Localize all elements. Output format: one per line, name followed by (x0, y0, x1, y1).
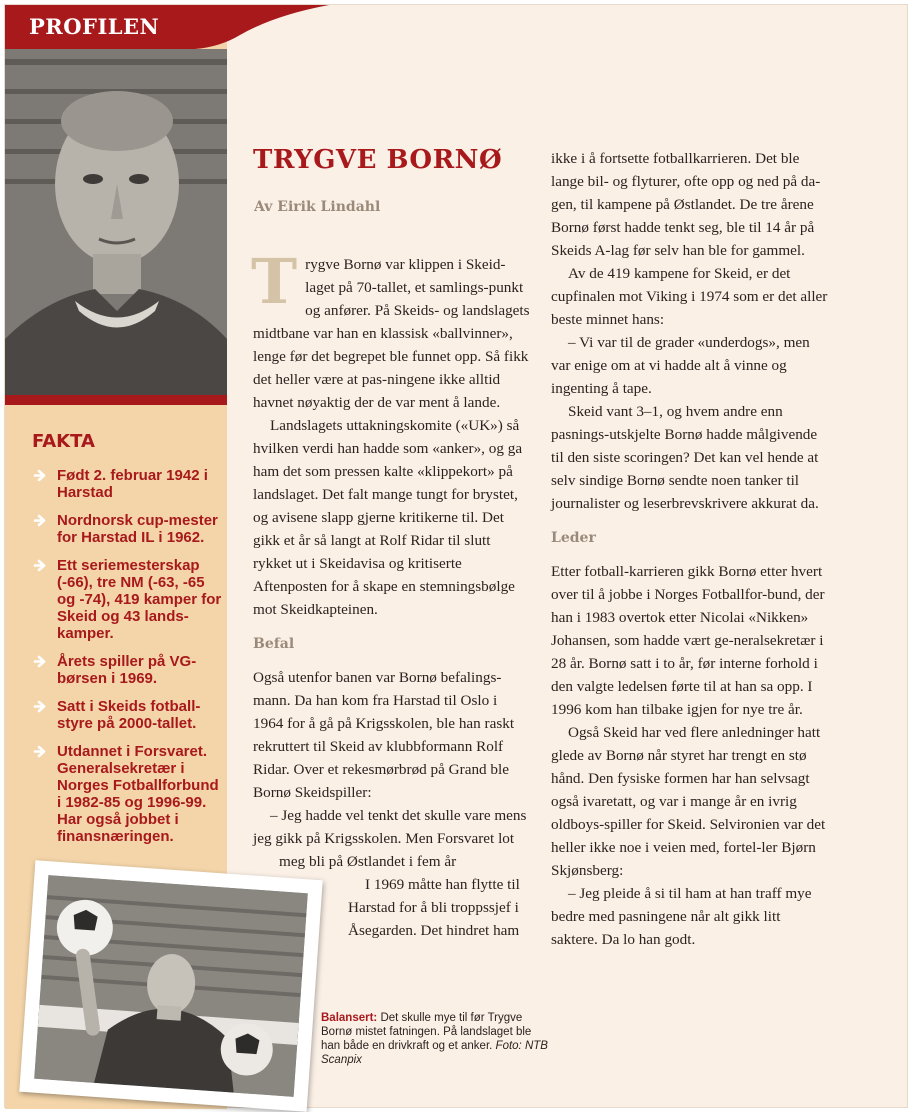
fakta-item: Utdannet i Forsvaret. Generalsekretær i Norges Fotballforbund i 1982-85 og 1996-99. Har også jobbet i finansnæringen. (33, 743, 225, 845)
article-byline: Av Eirik Lindahl (254, 199, 381, 215)
fakta-item: Født 2. februar 1942 i Harstad (33, 467, 225, 501)
quote-paragraph: – Vi var til de grader «underdogs», men var enige om at vi hadde alt å vinne og ingenting å tape. (551, 334, 810, 397)
action-photo (34, 875, 308, 1097)
subheading-leder: Leder (551, 530, 596, 546)
portrait-photo (5, 49, 227, 395)
arrow-right-icon (33, 467, 47, 484)
fakta-list (33, 467, 225, 856)
arrow-right-icon (33, 698, 47, 715)
drop-cap: T (251, 245, 298, 318)
action-photo-card (19, 860, 322, 1112)
quote-paragraph-tail: meg bli på Østlandet i fem år (279, 853, 457, 870)
body-paragraph: Landslagets uttakningskomite («UK») så hvilken verdi han hadde som «anker», og ga ham det som pressen kalte «klippekort» på landslaget. Det falt mange tungt for brystet, og avisene slapp gjerne kritikerne til. Det gikk et år så langt at Rolf Ridar til slutt rykket ut i Skeidavisa og kritiserte Aftenposten for å skape en stemningsbølge mot Skeidkapteinen. (253, 417, 523, 618)
magazine-page (4, 4, 908, 1108)
portrait-divider (5, 395, 227, 405)
fakta-item: Satt i Skeids fotball-styre på 2000-tallet. (33, 698, 225, 732)
body-paragraph: Av de 419 kampene for Skeid, er det cupfinalen mot Viking i 1974 som er det aller beste minnet hans: (551, 265, 828, 328)
body-paragraph: Åsegarden. Det hindret ham (348, 922, 520, 939)
fakta-item: Årets spiller på VG-børsen i 1969. (33, 653, 225, 687)
arrow-right-icon (33, 557, 47, 574)
article-title: TRYGVE BORNØ (253, 145, 503, 175)
quote-paragraph: – Jeg pleide å si til ham at han traff mye bedre med pasningene når alt gikk litt saktere. Da lo han godt. (551, 885, 812, 948)
article-column-2 (551, 147, 831, 951)
body-paragraph: Også Skeid har ved flere anledninger hatt glede av Bornø når styret har trengt en stø hånd. Den fysiske formen har han selvsagt også ivaretatt, og var i mange år en ivrig oldboys-spiller for Skeid. Selvironien var det heller ikke noe i veien med, fortel-ler Bjørn Skjønsberg: (551, 724, 826, 879)
body-paragraph: Etter fotball-karrieren gikk Bornø etter hvert over til å jobbe i Norges Fotballfor-bund, der han i 1983 overtok etter Nicolai «Nikken» Johansen, som hadde vært ge-neralsekretær i 28 år. Bornø satt i to år, før interne forhold i den valgte ledelsen førte til at han sa opp. I 1996 kom han tilbake igjen for nye tre år. (551, 563, 825, 718)
fakta-item: Ett seriemesterskap (-66), tre NM (-63, -65 og -74), 419 kamper for Skeid og 43 lands-kamper. (33, 557, 225, 642)
fakta-heading: FAKTA (32, 431, 95, 452)
caption-text: Det skulle mye til før Trygve Bornø mistet fatningen. På landslaget ble han både en drivkraft og et anker. (321, 1012, 532, 1052)
photo-caption (321, 1011, 551, 1067)
body-paragraph: Også utenfor banen var Bornø befalings-mann. Da han kom fra Harstad til Oslo i 1964 for å gå på Krigsskolen, ble han raskt rekruttert til Skeid av klubbformann Rolf Ridar. Over et rekesmørbrød på Grand ble Bornø Skeidspiller: (253, 669, 515, 801)
subheading-befal: Befal (253, 636, 295, 652)
arrow-right-icon (33, 653, 47, 670)
caption-credit: Foto: NTB Scanpix (321, 1040, 548, 1066)
body-paragraph: Skeid vant 3–1, og hvem andre enn pasnings-utskjelte Bornø hadde målgivende til den siste scoringen? Det kan vel hende at selv sindige Bornø sendte noen tanker til journalister og leserbrevskrivere akkurat da. (551, 403, 819, 512)
section-banner (5, 5, 329, 49)
arrow-right-icon (33, 512, 47, 529)
caption-lead: Balansert: (321, 1012, 378, 1024)
article-column-1 (251, 245, 531, 942)
body-paragraph: I 1969 måtte han flytte til (365, 876, 520, 893)
arrow-right-icon (33, 743, 47, 760)
body-paragraph: Harstad for å bli troppssjef i (348, 899, 519, 916)
section-label: PROFILEN (29, 14, 160, 39)
quote-paragraph: – Jeg hadde vel tenkt det skulle vare mens jeg gikk på Krigsskolen. Men Forsvaret lot (253, 807, 527, 847)
intro-paragraph: Trygve Bornø var klippen i Skeid-laget på 70-tallet, et samlings-punkt og anfører. På Skeids- og landslagets midtbane var han en klassisk «ballvinner», lenge før det begrepet ble funnet opp. Så fikk det heller være at pas-ningene ikke alltid havnet nøyaktig der de var ment å lande. (251, 245, 530, 411)
fakta-item: Nordnorsk cup-mester for Harstad IL i 1962. (33, 512, 225, 546)
body-paragraph: ikke i å fortsette fotballkarrieren. Det ble lange bil- og flyturer, ofte opp og ned på da-gen, til kampene på Østlandet. De tre årene Bornø først hadde tenkt seg, ble til 14 år på Skeids A-lag før selv han ble for gammel. (551, 150, 821, 259)
